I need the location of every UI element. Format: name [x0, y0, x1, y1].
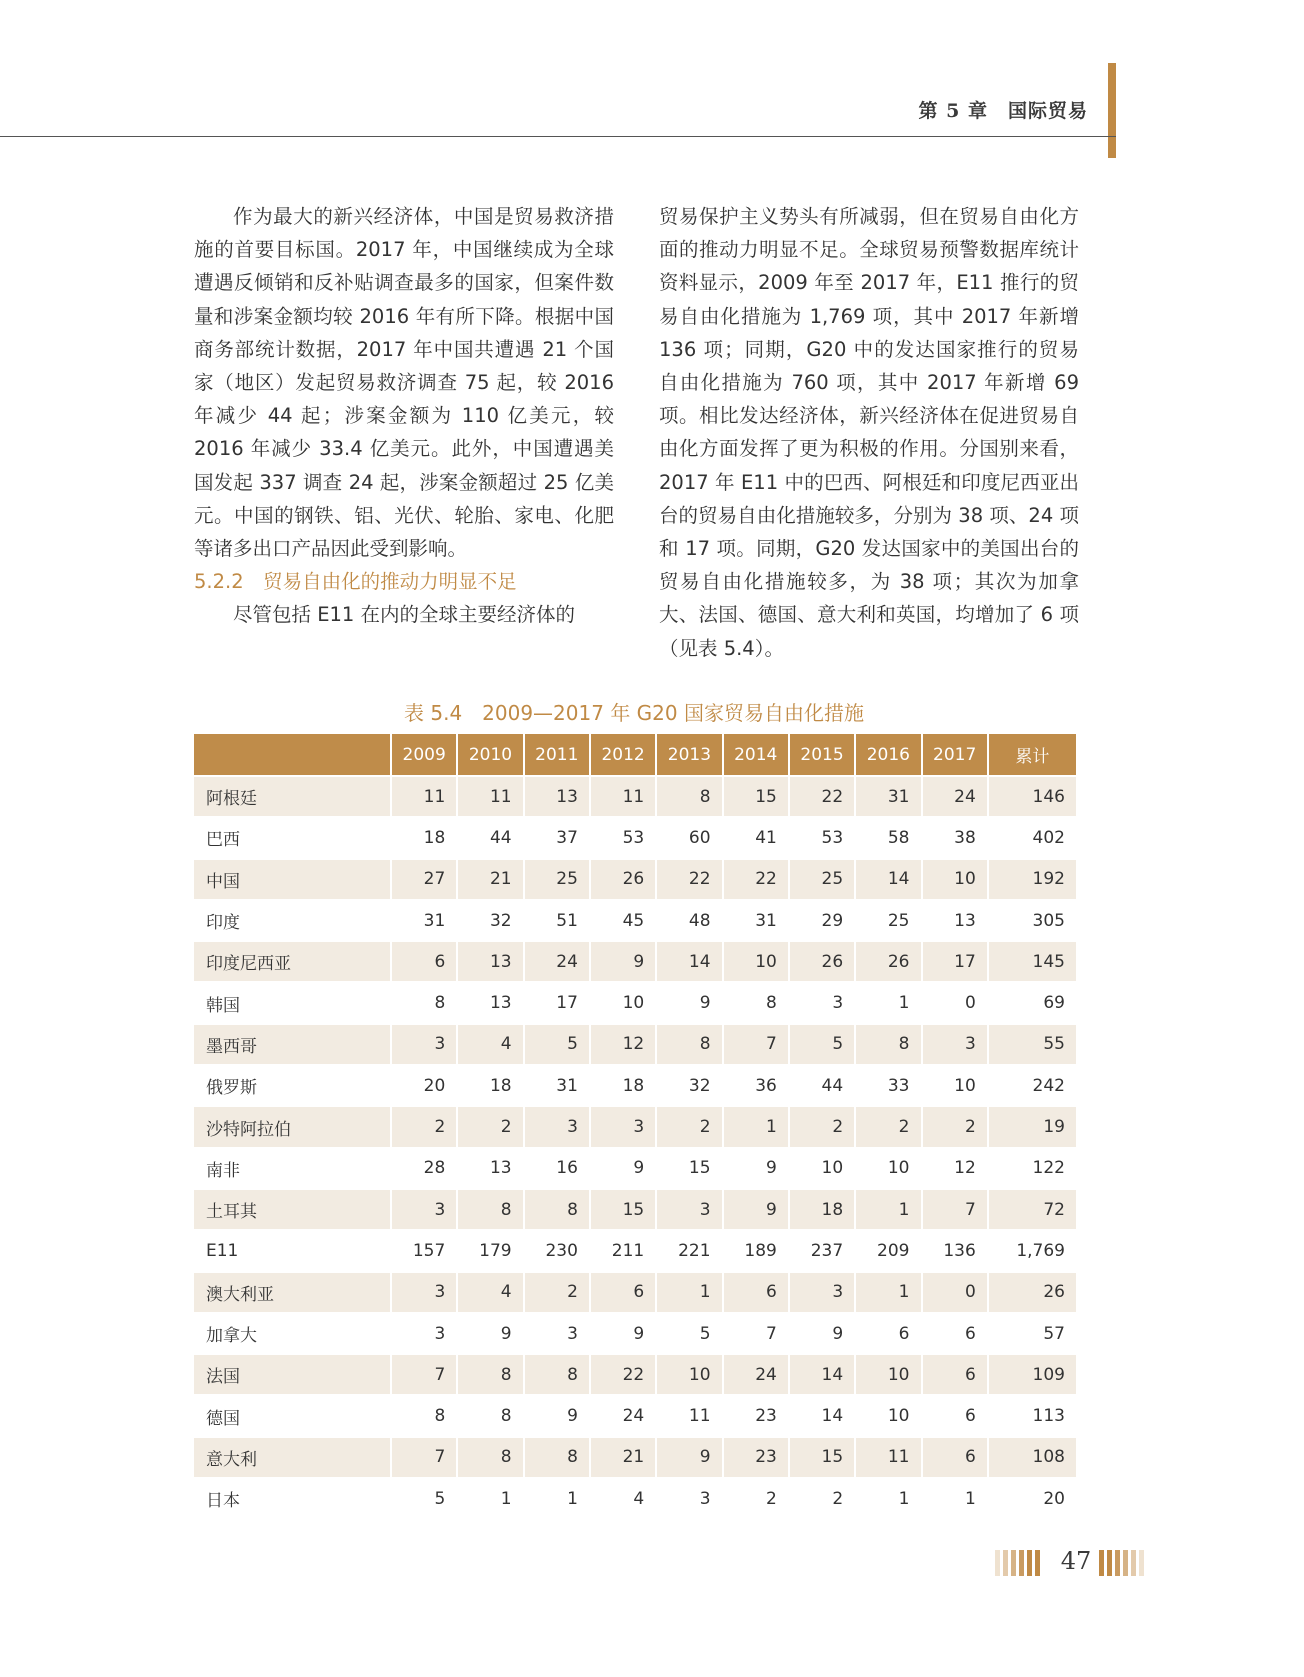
year-value-cell: 25	[856, 899, 922, 940]
year-value-cell: 24	[724, 1353, 790, 1394]
footer-stripes-right	[1099, 1550, 1144, 1576]
year-value-cell: 3	[657, 1477, 723, 1518]
year-value-cell: 8	[856, 1023, 922, 1064]
year-value-cell: 1	[856, 1188, 922, 1229]
total-cell: 19	[989, 1105, 1076, 1146]
section-heading: 5.2.2 贸易自由化的推动力明显不足	[194, 570, 517, 594]
year-value-cell: 1	[856, 1477, 922, 1518]
year-value-cell: 7	[392, 1436, 458, 1477]
paragraph-liberalization-start: 尽管包括 E11 在内的全球主要经济体的	[233, 603, 576, 627]
header-cell-country	[194, 734, 392, 775]
year-value-cell: 31	[724, 899, 790, 940]
year-value-cell: 32	[657, 1064, 723, 1105]
year-value-cell: 15	[657, 1147, 723, 1188]
year-value-cell: 2	[458, 1105, 524, 1146]
year-value-cell: 209	[856, 1229, 922, 1270]
country-name-cell: 澳大利亚	[194, 1271, 392, 1312]
year-value-cell: 15	[724, 775, 790, 816]
year-value-cell: 5	[657, 1312, 723, 1353]
total-cell: 72	[989, 1188, 1076, 1229]
year-value-cell: 2	[923, 1105, 989, 1146]
country-name-cell: 南非	[194, 1147, 392, 1188]
year-value-cell: 0	[923, 981, 989, 1022]
table-row	[194, 1105, 1076, 1146]
year-value-cell: 221	[657, 1229, 723, 1270]
year-value-cell: 3	[392, 1312, 458, 1353]
year-value-cell: 211	[591, 1229, 657, 1270]
year-value-cell: 24	[923, 775, 989, 816]
year-value-cell: 9	[591, 1147, 657, 1188]
year-value-cell: 23	[724, 1436, 790, 1477]
header-cell-2011: 2011	[525, 734, 591, 775]
total-cell: 109	[989, 1353, 1076, 1394]
year-value-cell: 10	[856, 1394, 922, 1435]
table-row	[194, 1312, 1076, 1353]
year-value-cell: 53	[591, 816, 657, 857]
total-cell: 57	[989, 1312, 1076, 1353]
table-row	[194, 1229, 1076, 1270]
text-column-left	[194, 200, 614, 632]
year-value-cell: 179	[458, 1229, 524, 1270]
total-cell: 305	[989, 899, 1076, 940]
year-value-cell: 24	[525, 940, 591, 981]
year-value-cell: 8	[525, 1353, 591, 1394]
year-value-cell: 14	[657, 940, 723, 981]
country-name-cell: 印度	[194, 899, 392, 940]
header-cell-2009: 2009	[392, 734, 458, 775]
total-cell: 55	[989, 1023, 1076, 1064]
total-cell: 113	[989, 1394, 1076, 1435]
year-value-cell: 18	[458, 1064, 524, 1105]
total-cell: 108	[989, 1436, 1076, 1477]
chapter-title: 国际贸易	[1007, 100, 1088, 122]
year-value-cell: 3	[525, 1105, 591, 1146]
year-value-cell: 32	[458, 899, 524, 940]
country-name-cell: 沙特阿拉伯	[194, 1105, 392, 1146]
year-value-cell: 26	[790, 940, 856, 981]
table-row	[194, 1147, 1076, 1188]
year-value-cell: 17	[923, 940, 989, 981]
year-value-cell: 12	[923, 1147, 989, 1188]
table-row	[194, 981, 1076, 1022]
year-value-cell: 14	[790, 1353, 856, 1394]
table-header-row	[194, 734, 1076, 775]
country-name-cell: 日本	[194, 1477, 392, 1518]
year-value-cell: 157	[392, 1229, 458, 1270]
year-value-cell: 7	[724, 1023, 790, 1064]
year-value-cell: 2	[790, 1477, 856, 1518]
table-row	[194, 1477, 1076, 1518]
year-value-cell: 3	[392, 1188, 458, 1229]
header-cell-2013: 2013	[657, 734, 723, 775]
header-cell-2016: 2016	[856, 734, 922, 775]
country-name-cell: 巴西	[194, 816, 392, 857]
year-value-cell: 237	[790, 1229, 856, 1270]
year-value-cell: 1	[458, 1477, 524, 1518]
header-cell-2015: 2015	[790, 734, 856, 775]
year-value-cell: 21	[458, 858, 524, 899]
year-value-cell: 18	[790, 1188, 856, 1229]
year-value-cell: 10	[856, 1353, 922, 1394]
year-value-cell: 3	[591, 1105, 657, 1146]
country-name-cell: 墨西哥	[194, 1023, 392, 1064]
year-value-cell: 58	[856, 816, 922, 857]
running-header	[919, 96, 1088, 123]
year-value-cell: 8	[458, 1394, 524, 1435]
year-value-cell: 23	[724, 1394, 790, 1435]
year-value-cell: 22	[657, 858, 723, 899]
country-name-cell: 法国	[194, 1353, 392, 1394]
country-name-cell: 韩国	[194, 981, 392, 1022]
year-value-cell: 8	[392, 1394, 458, 1435]
year-value-cell: 9	[591, 940, 657, 981]
year-value-cell: 3	[923, 1023, 989, 1064]
header-cell-total: 累计	[989, 734, 1076, 775]
table-row	[194, 1436, 1076, 1477]
year-value-cell: 22	[790, 775, 856, 816]
year-value-cell: 6	[923, 1394, 989, 1435]
chapter-label: 第 5 章	[918, 100, 988, 122]
year-value-cell: 10	[790, 1147, 856, 1188]
year-value-cell: 10	[657, 1353, 723, 1394]
table-row	[194, 899, 1076, 940]
year-value-cell: 13	[923, 899, 989, 940]
year-value-cell: 7	[724, 1312, 790, 1353]
country-name-cell: 土耳其	[194, 1188, 392, 1229]
year-value-cell: 16	[525, 1147, 591, 1188]
year-value-cell: 10	[856, 1147, 922, 1188]
year-value-cell: 9	[724, 1147, 790, 1188]
year-value-cell: 22	[724, 858, 790, 899]
year-value-cell: 4	[458, 1271, 524, 1312]
table-row	[194, 1271, 1076, 1312]
header-cell-2017: 2017	[923, 734, 989, 775]
year-value-cell: 41	[724, 816, 790, 857]
table-body	[194, 775, 1076, 1518]
year-value-cell: 9	[591, 1312, 657, 1353]
year-value-cell: 37	[525, 816, 591, 857]
year-value-cell: 11	[657, 1394, 723, 1435]
year-value-cell: 1	[856, 981, 922, 1022]
year-value-cell: 3	[392, 1271, 458, 1312]
year-value-cell: 2	[525, 1271, 591, 1312]
year-value-cell: 31	[525, 1064, 591, 1105]
year-value-cell: 1	[525, 1477, 591, 1518]
total-cell: 1,769	[989, 1229, 1076, 1270]
year-value-cell: 29	[790, 899, 856, 940]
year-value-cell: 11	[591, 775, 657, 816]
year-value-cell: 15	[790, 1436, 856, 1477]
year-value-cell: 24	[591, 1394, 657, 1435]
year-value-cell: 22	[591, 1353, 657, 1394]
year-value-cell: 3	[657, 1188, 723, 1229]
year-value-cell: 38	[923, 816, 989, 857]
year-value-cell: 6	[392, 940, 458, 981]
year-value-cell: 5	[392, 1477, 458, 1518]
total-cell: 402	[989, 816, 1076, 857]
country-name-cell: 中国	[194, 858, 392, 899]
page-footer	[995, 1547, 1155, 1576]
year-value-cell: 3	[525, 1312, 591, 1353]
year-value-cell: 136	[923, 1229, 989, 1270]
year-value-cell: 8	[525, 1436, 591, 1477]
table-row	[194, 816, 1076, 857]
year-value-cell: 21	[591, 1436, 657, 1477]
year-value-cell: 7	[923, 1188, 989, 1229]
year-value-cell: 26	[856, 940, 922, 981]
year-value-cell: 17	[525, 981, 591, 1022]
year-value-cell: 44	[790, 1064, 856, 1105]
year-value-cell: 45	[591, 899, 657, 940]
year-value-cell: 6	[923, 1353, 989, 1394]
year-value-cell: 31	[856, 775, 922, 816]
year-value-cell: 18	[591, 1064, 657, 1105]
header-cell-2010: 2010	[458, 734, 524, 775]
year-value-cell: 189	[724, 1229, 790, 1270]
year-value-cell: 9	[724, 1188, 790, 1229]
year-value-cell: 10	[923, 1064, 989, 1105]
year-value-cell: 8	[525, 1188, 591, 1229]
year-value-cell: 1	[856, 1271, 922, 1312]
year-value-cell: 26	[591, 858, 657, 899]
total-cell: 69	[989, 981, 1076, 1022]
year-value-cell: 8	[458, 1436, 524, 1477]
year-value-cell: 8	[724, 981, 790, 1022]
table-row	[194, 940, 1076, 981]
year-value-cell: 1	[923, 1477, 989, 1518]
year-value-cell: 44	[458, 816, 524, 857]
country-name-cell: 德国	[194, 1394, 392, 1435]
total-cell: 145	[989, 940, 1076, 981]
year-value-cell: 6	[724, 1271, 790, 1312]
table-row	[194, 858, 1076, 899]
g20-liberalization-table	[194, 734, 1076, 1518]
year-value-cell: 4	[458, 1023, 524, 1064]
year-value-cell: 13	[458, 1147, 524, 1188]
table-caption: 表 5.4 2009—2017 年 G20 国家贸易自由化措施	[404, 701, 864, 725]
year-value-cell: 13	[458, 940, 524, 981]
year-value-cell: 10	[923, 858, 989, 899]
year-value-cell: 48	[657, 899, 723, 940]
year-value-cell: 25	[525, 858, 591, 899]
paragraph-trade-remedies: 作为最大的新兴经济体，中国是贸易救济措施的首要目标国。2017 年，中国继续成为全球遭遇反倾销和反补贴调查最多的国家，但案件数量和涉案金额均较 2016 年有所下降。根据中国商务部统计数据，2017 年中国共遭遇 21 个国家（地区）发起贸易救济调查 75 起，较 2016 年减少 44 起；涉案金额为 110 亿美元，较 2016 年减少 33.4 亿美元。此外，中国遭遇美国发起 337 调查 24 起，涉案金额超过 25 亿美元。中国的钢铁、铝、光伏、轮胎、家电、化肥等诸多出口产品因此受到影响。	[194, 205, 614, 561]
header-cell-2012: 2012	[591, 734, 657, 775]
year-value-cell: 10	[724, 940, 790, 981]
total-cell: 122	[989, 1147, 1076, 1188]
year-value-cell: 53	[790, 816, 856, 857]
year-value-cell: 5	[525, 1023, 591, 1064]
year-value-cell: 8	[458, 1353, 524, 1394]
header-cell-2014: 2014	[724, 734, 790, 775]
year-value-cell: 9	[525, 1394, 591, 1435]
country-name-cell: 印度尼西亚	[194, 940, 392, 981]
table-row	[194, 1394, 1076, 1435]
paragraph-liberalization-continued: 贸易保护主义势头有所减弱，但在贸易自由化方面的推动力明显不足。全球贸易预警数据库统计资料显示，2009 年至 2017 年，E11 推行的贸易自由化措施为 1,769 项，其中 2017 年新增 136 项；同期，G20 中的发达国家推行的贸易自由化措施为 760 项，其中 2017 年新增 69 项。相比发达经济体，新兴经济体在促进贸易自由化方面发挥了更为积极的作用。分国别来看，2017 年 E11 中的巴西、阿根廷和印度尼西亚出台的贸易自由化措施较多，分别为 38 项、24 项和 17 项。同期，G20 发达国家中的美国出台的贸易自由化措施较多，为 38 项；其次为加拿大、法国、德国、意大利和英国，均增加了 6 项（见表 5.4）。	[659, 205, 1079, 660]
year-value-cell: 6	[856, 1312, 922, 1353]
year-value-cell: 36	[724, 1064, 790, 1105]
country-name-cell: 意大利	[194, 1436, 392, 1477]
year-value-cell: 11	[392, 775, 458, 816]
year-value-cell: 14	[856, 858, 922, 899]
year-value-cell: 11	[856, 1436, 922, 1477]
year-value-cell: 0	[923, 1271, 989, 1312]
year-value-cell: 230	[525, 1229, 591, 1270]
country-name-cell: E11	[194, 1229, 392, 1270]
footer-stripes-left	[995, 1550, 1040, 1576]
year-value-cell: 1	[724, 1105, 790, 1146]
year-value-cell: 14	[790, 1394, 856, 1435]
year-value-cell: 28	[392, 1147, 458, 1188]
total-cell: 242	[989, 1064, 1076, 1105]
year-value-cell: 8	[657, 775, 723, 816]
total-cell: 20	[989, 1477, 1076, 1518]
year-value-cell: 8	[657, 1023, 723, 1064]
country-name-cell: 加拿大	[194, 1312, 392, 1353]
year-value-cell: 6	[923, 1436, 989, 1477]
year-value-cell: 15	[591, 1188, 657, 1229]
header-rule	[0, 136, 1116, 137]
total-cell: 146	[989, 775, 1076, 816]
year-value-cell: 3	[790, 981, 856, 1022]
year-value-cell: 1	[657, 1271, 723, 1312]
year-value-cell: 60	[657, 816, 723, 857]
text-column-right	[659, 200, 1079, 665]
table-row	[194, 1023, 1076, 1064]
year-value-cell: 2	[392, 1105, 458, 1146]
table-row	[194, 1064, 1076, 1105]
year-value-cell: 25	[790, 858, 856, 899]
year-value-cell: 9	[657, 981, 723, 1022]
country-name-cell: 俄罗斯	[194, 1064, 392, 1105]
table-row	[194, 775, 1076, 816]
year-value-cell: 5	[790, 1023, 856, 1064]
year-value-cell: 2	[790, 1105, 856, 1146]
country-name-cell: 阿根廷	[194, 775, 392, 816]
page-number: 47	[1060, 1547, 1092, 1575]
year-value-cell: 4	[591, 1477, 657, 1518]
table-row	[194, 1353, 1076, 1394]
year-value-cell: 9	[458, 1312, 524, 1353]
year-value-cell: 20	[392, 1064, 458, 1105]
year-value-cell: 31	[392, 899, 458, 940]
total-cell: 192	[989, 858, 1076, 899]
year-value-cell: 3	[392, 1023, 458, 1064]
year-value-cell: 10	[591, 981, 657, 1022]
year-value-cell: 2	[724, 1477, 790, 1518]
year-value-cell: 13	[458, 981, 524, 1022]
year-value-cell: 27	[392, 858, 458, 899]
year-value-cell: 6	[591, 1271, 657, 1312]
year-value-cell: 18	[392, 816, 458, 857]
year-value-cell: 3	[790, 1271, 856, 1312]
year-value-cell: 13	[525, 775, 591, 816]
year-value-cell: 33	[856, 1064, 922, 1105]
year-value-cell: 11	[458, 775, 524, 816]
year-value-cell: 8	[392, 981, 458, 1022]
table-row	[194, 1188, 1076, 1229]
year-value-cell: 7	[392, 1353, 458, 1394]
year-value-cell: 12	[591, 1023, 657, 1064]
year-value-cell: 9	[657, 1436, 723, 1477]
header-accent-bar	[1108, 63, 1116, 158]
year-value-cell: 2	[856, 1105, 922, 1146]
year-value-cell: 2	[657, 1105, 723, 1146]
year-value-cell: 6	[923, 1312, 989, 1353]
year-value-cell: 51	[525, 899, 591, 940]
year-value-cell: 9	[790, 1312, 856, 1353]
total-cell: 26	[989, 1271, 1076, 1312]
year-value-cell: 8	[458, 1188, 524, 1229]
